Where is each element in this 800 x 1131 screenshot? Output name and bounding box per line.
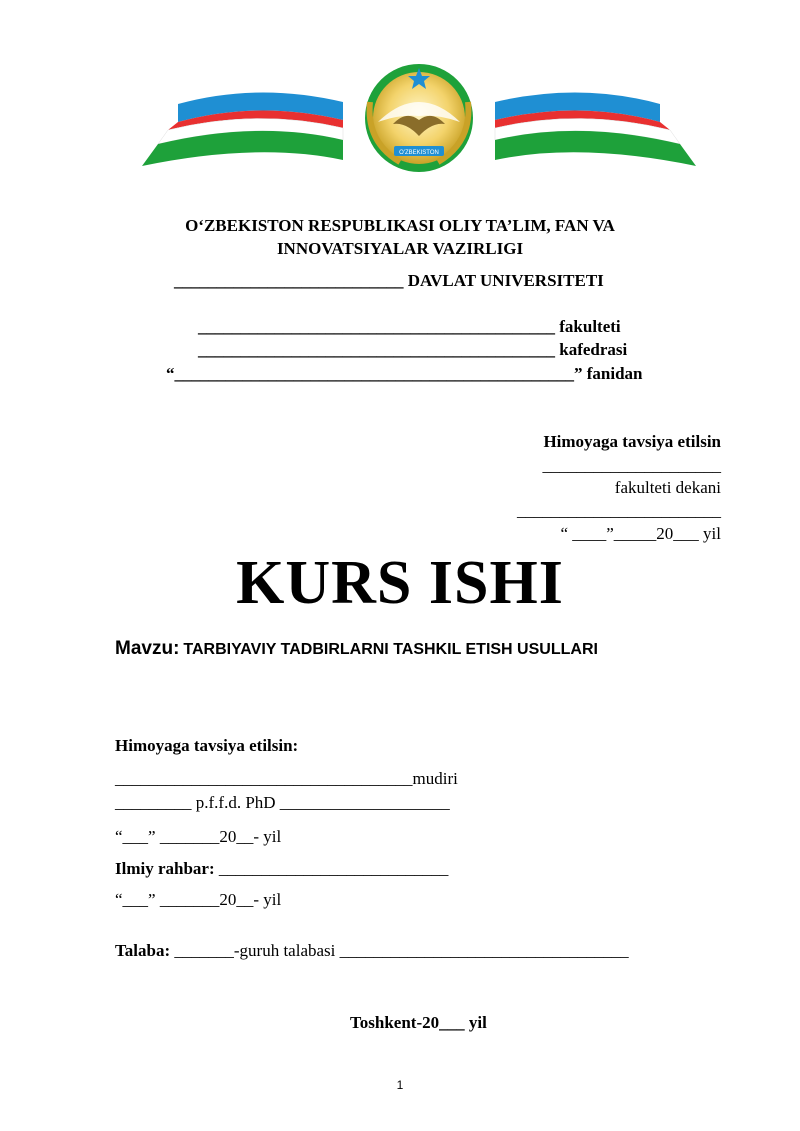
approval-bottom-title: Himoyaga tavsiya etilsin:	[115, 736, 299, 755]
ministry-line-1: O‘ZBEKISTON RESPUBLIKASI OLIY TA’LIM, FAN VA	[185, 216, 615, 235]
ministry-line-2: INNOVATSIYALAR VAZIRLIGI	[276, 239, 524, 258]
topic-row	[115, 638, 598, 660]
supervisor-line: ___________________________	[214, 859, 449, 878]
city-year: Toshkent-20___ yil	[350, 1013, 487, 1032]
supervisor-row	[115, 859, 448, 879]
topic-label: Mavzu:	[115, 638, 180, 659]
department-head-line: ___________________________________mudiri	[115, 769, 458, 788]
student-row	[115, 941, 629, 961]
dean-role: fakulteti dekani	[614, 478, 721, 497]
dean-signature-line: _____________________	[542, 456, 721, 475]
degree-line: _________ p.f.f.d. PhD ____________________	[115, 793, 450, 812]
student-label: Talaba:	[115, 941, 171, 960]
chair-line: __________________________________________ kafedrasi	[198, 340, 628, 359]
university-line: ___________________________ DAVLAT UNIVERSITETI	[174, 271, 604, 290]
approval-date-1: “___” _______20__- yil	[115, 827, 282, 846]
faculty-line: __________________________________________ fakulteti	[198, 317, 621, 336]
approval-top-title: Himoyaga tavsiya etilsin	[543, 432, 721, 451]
approval-date-2: “___” _______20__- yil	[115, 890, 282, 909]
approval-top-date: “ ____”_____20___ yil	[560, 524, 721, 543]
main-title: KURS ISHI	[236, 549, 564, 617]
student-line: _______-guruh talabasi __________________________________	[170, 941, 629, 960]
emblem-banner-text: O'ZBEKISTON	[399, 150, 439, 156]
topic-value: TARBIYAVIY TADBIRLARNI TASHKIL ETISH USULLARI	[183, 641, 598, 658]
subject-line: “_______________________________________________” fanidan	[166, 364, 643, 383]
page-number: 1	[396, 1078, 404, 1092]
dean-name-line: ________________________	[517, 501, 721, 520]
state-emblem-flag-image	[138, 62, 700, 174]
supervisor-label: Ilmiy rahbar:	[115, 859, 215, 878]
